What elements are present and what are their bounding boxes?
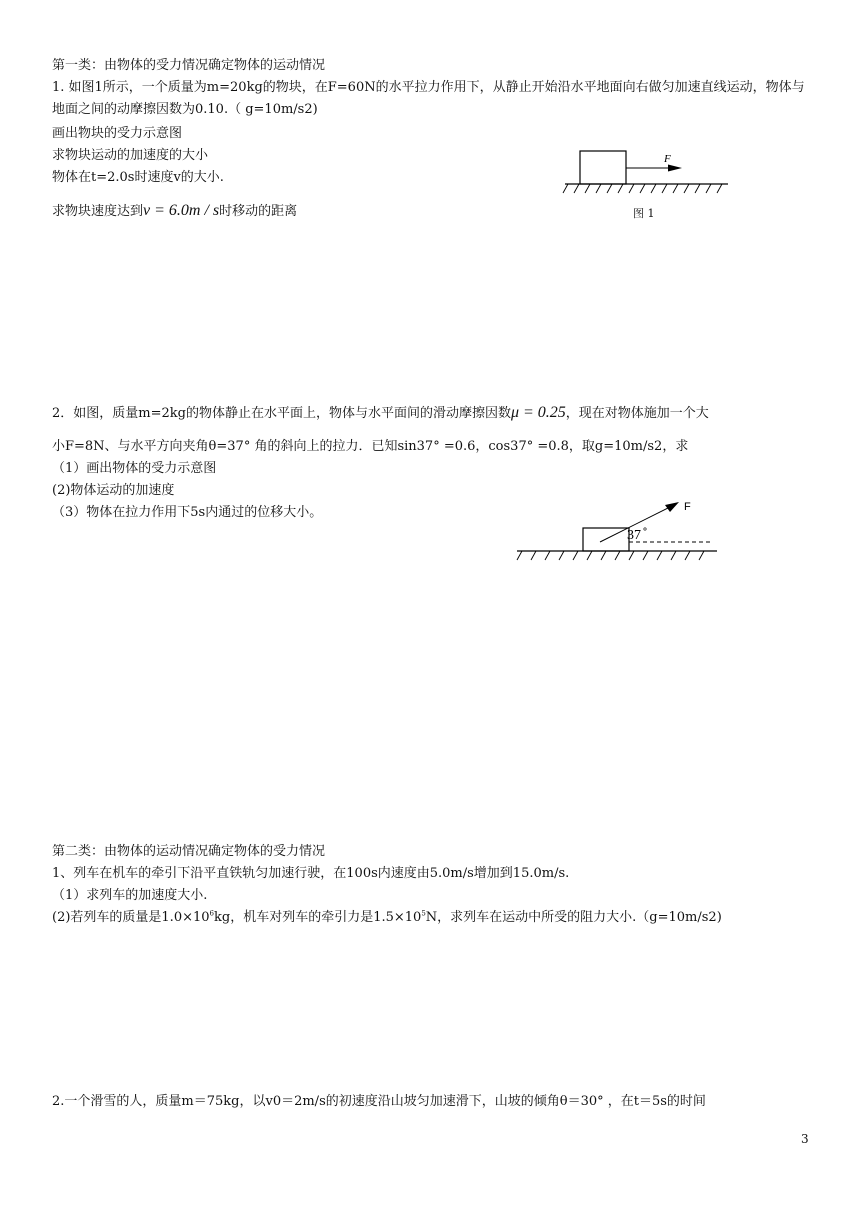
figure-1 (560, 148, 735, 196)
q2-item-1: （1）画出物体的受力示意图 (52, 461, 217, 476)
q2-text-post: ，现在对物体施加一个大 (565, 406, 709, 421)
q1-item-b: 求物块运动的加速度的大小 (52, 148, 209, 163)
s2-q1-item-2-post: N，求列车在运动中所受的阻力大小.（g=10m/s2) (425, 910, 722, 925)
s2-q1-exponent-mass: 6 (209, 909, 214, 918)
section1-title: 第一类：由物体的受力情况确定物体的运动情况 (52, 58, 326, 73)
s2-q1-item-2 (52, 909, 722, 927)
q2-text-pre: 2．如图，质量m=2kg的物体静止在水平面上，物体与水平面间的滑动摩擦因数 (52, 406, 511, 421)
section2-title: 第二类：由物体的运动情况确定物体的受力情况 (52, 844, 326, 859)
q1-item-c: 物体在t=2.0s时速度v的大小. (52, 170, 224, 185)
figure-2-force-label: F (684, 501, 691, 513)
q1-item-d-post: 时移动的距离 (219, 204, 298, 219)
s2-q1-item-1: （1）求列车的加速度大小. (52, 888, 208, 903)
q1-velocity-formula: v = 6.0m / s (143, 202, 220, 219)
q2-item-2: (2)物体运动的加速度 (52, 483, 175, 498)
q2-item-3: （3）物体在拉力作用下5s内通过的位移大小。 (52, 505, 323, 520)
figure-2-angle-label: 37 (627, 528, 641, 543)
q2-text-line1 (52, 404, 709, 423)
q1-item-d (52, 202, 297, 221)
figure-1-caption: 图 1 (633, 207, 655, 220)
q1-text: 1. 如图1所示，一个质量为m=20kg的物块，在F=60N的水平拉力作用下，从静止开始沿水平地面向右做匀加速直线运动，物体与地面之间的动摩擦因数为0.10.（ g=10m/s2) (52, 80, 805, 117)
figure-2 (512, 496, 722, 564)
q2-text-line2: 小F=8N、与水平方向夹角θ=37° 角的斜向上的拉力．已知sin37° =0.6，cos37° =0.8，取g=10m/s2，求 (52, 439, 689, 454)
s2-q1-text: 1、列车在机车的牵引下沿平直铁轨匀加速行驶，在100s内速度由5.0m/s增加到15.0m/s. (52, 866, 570, 881)
q2-mu-formula: μ = 0.25 (510, 404, 566, 421)
q1-item-d-pre: 求物块速度达到 (52, 204, 144, 219)
s2-q1-item-2-mid: kg，机车对列车的牵引力是1.5×10 (214, 910, 422, 925)
s2-q2-text: 2.一个滑雪的人，质量m＝75kg，以v0＝2m/s的初速度沿山坡匀加速滑下，山坡的倾角θ＝30° ，在t＝5s的时间 (52, 1094, 706, 1109)
q1-item-a: 画出物块的受力示意图 (52, 126, 183, 141)
s2-q1-item-2-pre: (2)若列车的质量是1.0×10 (52, 910, 210, 925)
page-number: 3 (801, 1132, 809, 1146)
s2-q1-exponent-force: 5 (421, 909, 426, 918)
figure-1-force-label: F (664, 153, 671, 165)
